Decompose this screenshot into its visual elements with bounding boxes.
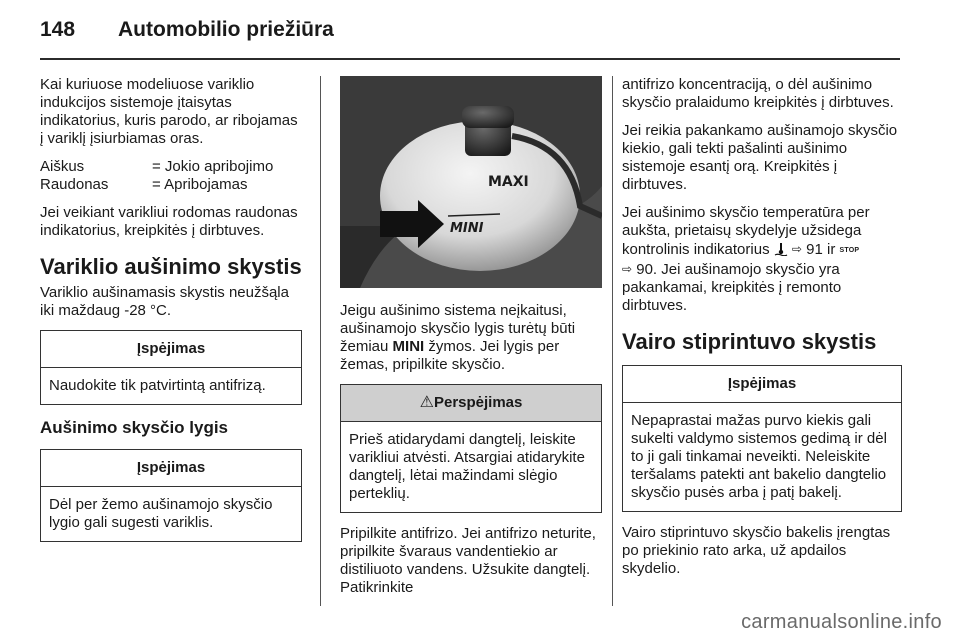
- maxi-mark-label: MAXI: [488, 174, 529, 190]
- column-right: [622, 76, 902, 588]
- caution-box-steering: [622, 365, 902, 512]
- column-middle: [340, 76, 602, 607]
- caution-title: Įspėjimas: [41, 331, 301, 368]
- coolant-level-heading: Aušinimo skysčio lygis: [40, 418, 229, 437]
- indicator-value: = Apribojamas: [152, 176, 248, 193]
- caution-box-antifreeze: [40, 330, 302, 405]
- page-ref[interactable]: 90: [636, 261, 653, 278]
- caution-title: Įspėjimas: [623, 366, 901, 403]
- reservoir-paragraph: Vairo stiprintuvo skysčio bakelis įrengtas po priekinio rato arka, už apdailos skydelio.: [622, 524, 891, 577]
- page-header: [40, 14, 900, 54]
- caution-text: Nepaprastai mažas purvo kiekis gali sukelti valdymo sistemos gedimą ir dėl to ji gali tinkamai neveikti. Neleiskite teršalams patekti ant bakelio dangtelio skysčio pusės arba į patį bakelį.: [631, 412, 887, 501]
- coolant-heading: Variklio aušinimo skystis: [40, 254, 302, 279]
- page-ref[interactable]: 91: [806, 241, 823, 258]
- column-divider-right: [612, 76, 613, 606]
- caution-box-level: [40, 449, 302, 542]
- page-title: Automobilio priežiūra: [118, 18, 334, 41]
- column-left: [40, 76, 302, 554]
- column-divider-left: [320, 76, 321, 606]
- caution-text: Naudokite tik patvirtintą antifrizą.: [49, 377, 266, 394]
- indicator-key: Raudonas: [40, 176, 109, 193]
- warning-triangle-icon: ⚠: [419, 394, 434, 411]
- temperature-paragraph: Jei aušinimo skysčio temperatūra per aukšta, prietaisų skydelyje užsidega kontrolinis indikatorius ⇨ 91 ir STOP ⇨ 90. Jei aušinamojo skysčio yra pakankamai, kreipkitės į remonto dirbtuves.: [622, 204, 870, 314]
- header-rule: [40, 58, 900, 60]
- coolant-reservoir-photo: [340, 76, 602, 288]
- temperature-warning-icon: [774, 242, 788, 256]
- page-ref-arrow: ⇨: [622, 262, 633, 276]
- indicator-legend: [40, 158, 302, 194]
- mini-bold: MINI: [392, 338, 425, 355]
- mini-mark-label: MINI: [450, 221, 484, 236]
- intro-paragraph: Kai kuriuose modeliuose variklio indukcijos sistemoje įtaisytas indikatorius, kuris parodo, ar ribojamas į variklį įsiurbiamas oras.: [40, 76, 298, 147]
- level-paragraph: Jeigu aušinimo sistema neįkaitusi, aušinamojo skysčio lygis turėtų būti žemiau MINI žymos. Jei lygis per žemas, pripilkite skysčio.: [340, 302, 576, 373]
- warning-text: Prieš atidarydami dangtelį, leiskite varikliui atvėsti. Atsargiai atidarykite dangtelį, lėtai mažindami slėgio perteklių.: [349, 431, 585, 502]
- caution-title: Įspėjimas: [41, 450, 301, 487]
- air-bleed-paragraph: Jei reikia pakankamo aušinamojo skysčio kiekio, gali tekti pašalinti aušinimo sistemoje esantį orą. Kreipkitės į dirbtuves.: [622, 122, 898, 193]
- red-indicator-note: Jei veikiant varikliui rodomas raudonas indikatorius, kreipkitės į dirbtuves.: [40, 204, 298, 239]
- power-steering-heading: Vairo stiprintuvo skystis: [622, 329, 877, 354]
- concentration-paragraph: antifrizo koncentraciją, o dėl aušinimo skysčio pralaidumo kreipkitės į dirbtuves.: [622, 76, 894, 111]
- refill-paragraph: Pripilkite antifrizo. Jei antifrizo neturite, pripilkite švaraus vandentiekio ar distiliuoto vandens. Užsukite dangtelį. Patikrinkite: [340, 525, 596, 596]
- page-ref-arrow: ⇨: [791, 242, 802, 256]
- page-number: 148: [40, 18, 76, 41]
- caution-text: Dėl per žemo aušinamojo skysčio lygio gali sugesti variklis.: [49, 496, 273, 531]
- watermark: carmanualsonline.info: [741, 611, 942, 633]
- indicator-row: [40, 176, 302, 194]
- indicator-row: [40, 158, 302, 176]
- warning-box-cap: [340, 384, 602, 513]
- reservoir-illustration: [340, 76, 602, 288]
- indicator-value: = Jokio apribojimo: [152, 158, 274, 175]
- coolant-paragraph: Variklio aušinamasis skystis neužšąla iki maždaug -28 °C.: [40, 284, 289, 319]
- stop-icon: STOP: [839, 247, 860, 254]
- warning-title: ⚠Perspėjimas: [341, 385, 601, 422]
- indicator-key: Aiškus: [40, 158, 85, 175]
